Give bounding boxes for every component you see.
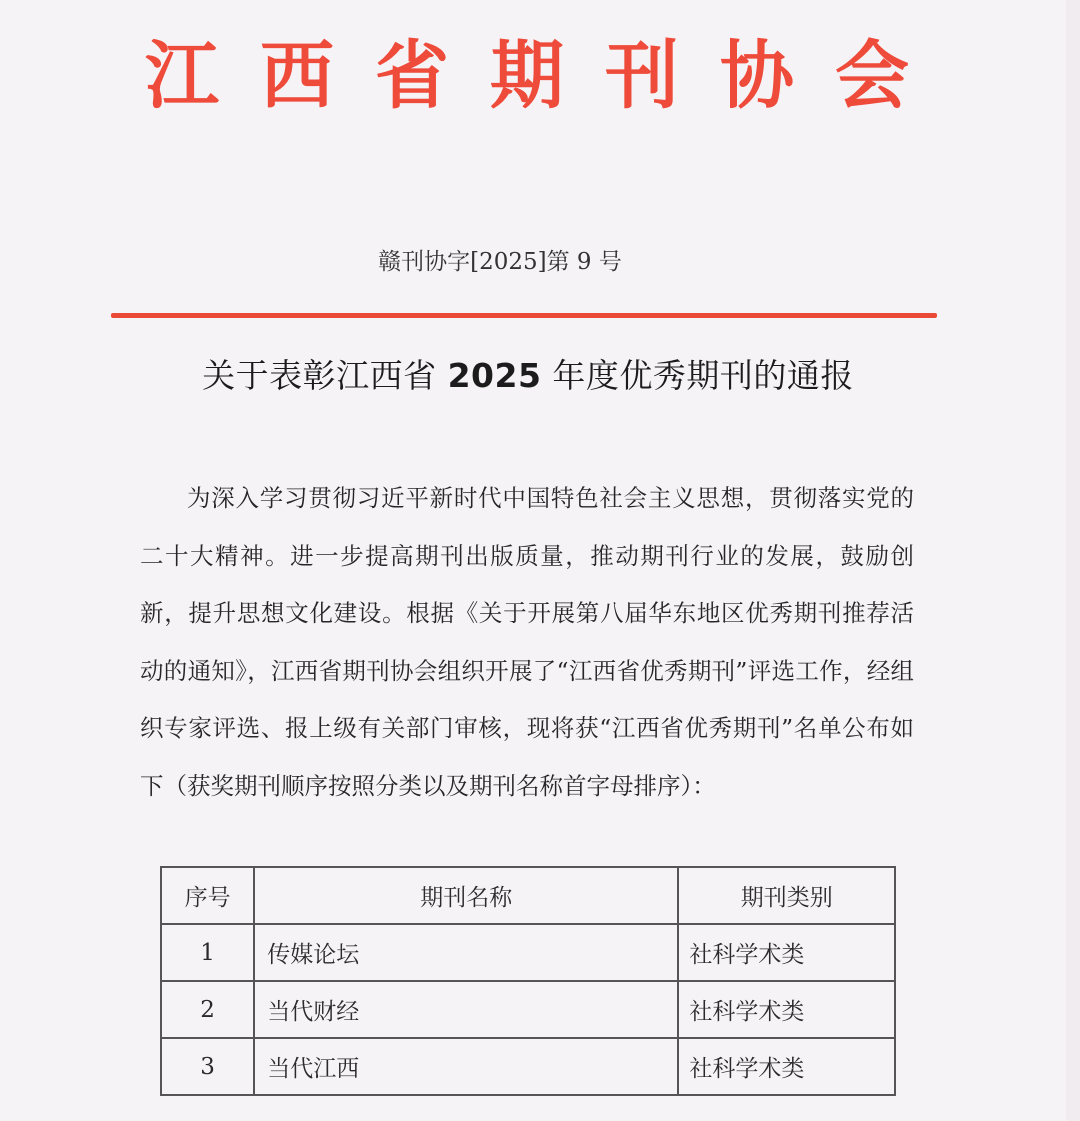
cell-category: 社科学术类 [678, 1038, 895, 1095]
letterhead-char: 西 [260, 33, 334, 119]
body-paragraph: 为深入学习贯彻习近平新时代中国特色社会主义思想，贯彻落实党的二十大精神。进一步提高期刊出版质量，推动期刊行业的发展，鼓励创新，提升思想文化建设。根据《关于开展第八届华东地区优秀期刊推荐活动的通知》，江西省期刊协会组织开展了“江西省优秀期刊”评选工作，经组织专家评选、报上级有关部门审核，现将获“江西省优秀期刊”名单公布如下（获奖期刊顺序按照分类以及期刊名称首字母排序）： [140, 484, 914, 800]
cell-name: 当代财经 [254, 981, 678, 1038]
award-table [160, 866, 896, 1096]
table-header-row [161, 867, 895, 924]
header-name: 期刊名称 [254, 867, 678, 924]
document-title [0, 350, 1056, 402]
title-year: 2025 [447, 356, 542, 395]
red-divider [111, 313, 937, 318]
letterhead-char: 江 [145, 33, 219, 119]
cell-seq: 1 [161, 924, 254, 981]
cell-seq: 3 [161, 1038, 254, 1095]
letterhead-char: 期 [490, 33, 564, 119]
cell-seq: 2 [161, 981, 254, 1038]
header-category: 期刊类别 [678, 867, 895, 924]
letterhead-char: 刊 [605, 33, 679, 119]
table-row [161, 1038, 895, 1095]
table-row [161, 981, 895, 1038]
letterhead [132, 26, 922, 126]
header-seq: 序号 [161, 867, 254, 924]
page-edge [1066, 0, 1080, 1121]
letterhead-char: 省 [375, 33, 449, 119]
cell-name: 当代江西 [254, 1038, 678, 1095]
cell-category: 社科学术类 [678, 924, 895, 981]
table-row [161, 924, 895, 981]
cell-category: 社科学术类 [678, 981, 895, 1038]
title-prefix: 关于表彰江西省 [202, 356, 448, 395]
letterhead-char: 协 [720, 33, 794, 119]
body-text [140, 470, 914, 815]
cell-name: 传媒论坛 [254, 924, 678, 981]
title-suffix: 年度优秀期刊的通报 [541, 356, 854, 395]
document-number: 赣刊协字[2025]第 9 号 [378, 249, 622, 275]
letterhead-char: 会 [835, 33, 909, 119]
